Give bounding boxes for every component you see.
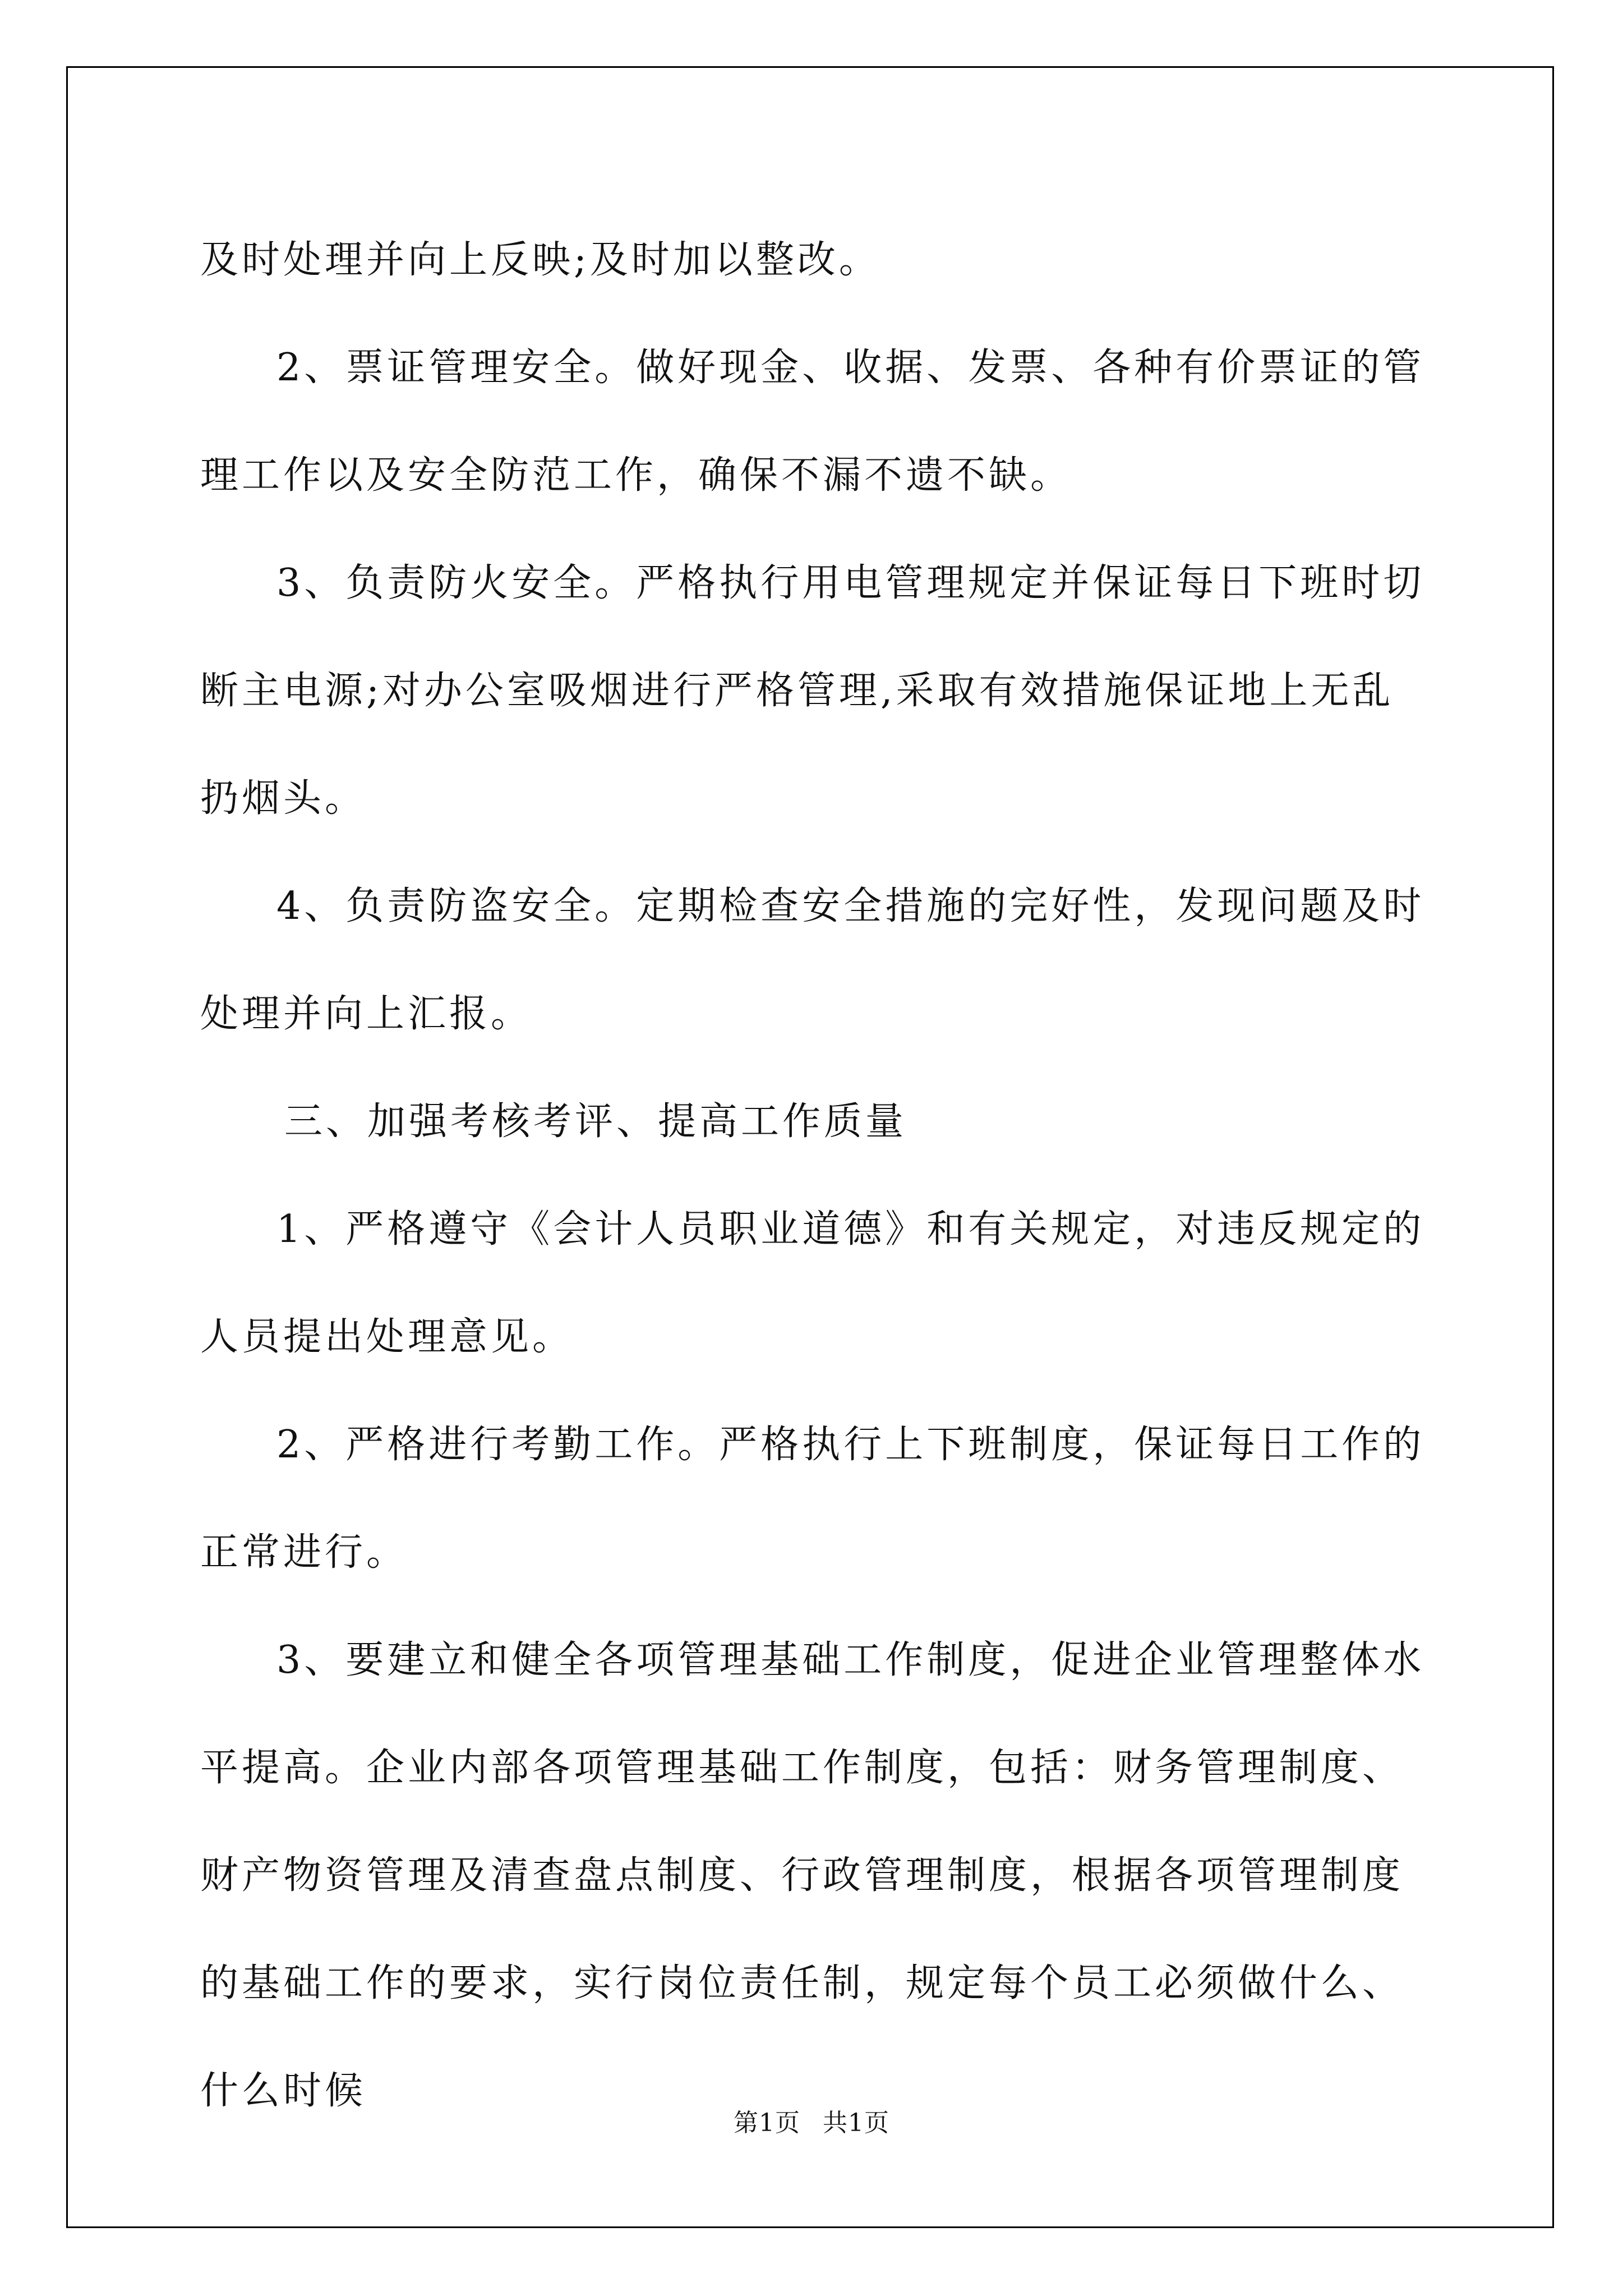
paragraph-5: 1、严格遵守《会计人员职业道德》和有关规定，对违反规定的人员提出处理意见。	[200, 1207, 1425, 1359]
paragraph-3: 3、负责防火安全。严格执行用电管理规定并保证每日下班时切断主电源;对办公室吸烟进行严格管理,采取有效措施保证地上无乱扔烟头。	[200, 561, 1425, 821]
page-footer	[0, 2106, 1623, 2140]
page-total: 共1页	[823, 2109, 889, 2137]
paragraph-4: 4、负责防盗安全。定期检查安全措施的完好性，发现问题及时处理并向上汇报。	[200, 884, 1425, 1036]
paragraph-6: 2、严格进行考勤工作。严格执行上下班制度，保证每日工作的正常进行。	[200, 1423, 1425, 1575]
paragraph-2: 2、票证管理安全。做好现金、收据、发票、各种有价票证的管理工作以及安全防范工作，确保不漏不遗不缺。	[200, 346, 1425, 498]
document-body	[200, 206, 1428, 2145]
paragraph-7: 3、要建立和健全各项管理基础工作制度，促进企业管理整体水平提高。企业内部各项管理基础工作制度，包括：财务管理制度、财产物资管理及清查盘点制度、行政管理制度，根据各项管理制度的基础工作的要求，实行岗位责任制，规定每个员工必须做什么、什么时候	[200, 1638, 1425, 2113]
section-heading: 三、加强考核考评、提高工作质量	[284, 1099, 907, 1144]
page-number: 第1页	[734, 2109, 800, 2137]
paragraph-1: 及时处理并向上反映;及时加以整改。	[200, 238, 880, 282]
